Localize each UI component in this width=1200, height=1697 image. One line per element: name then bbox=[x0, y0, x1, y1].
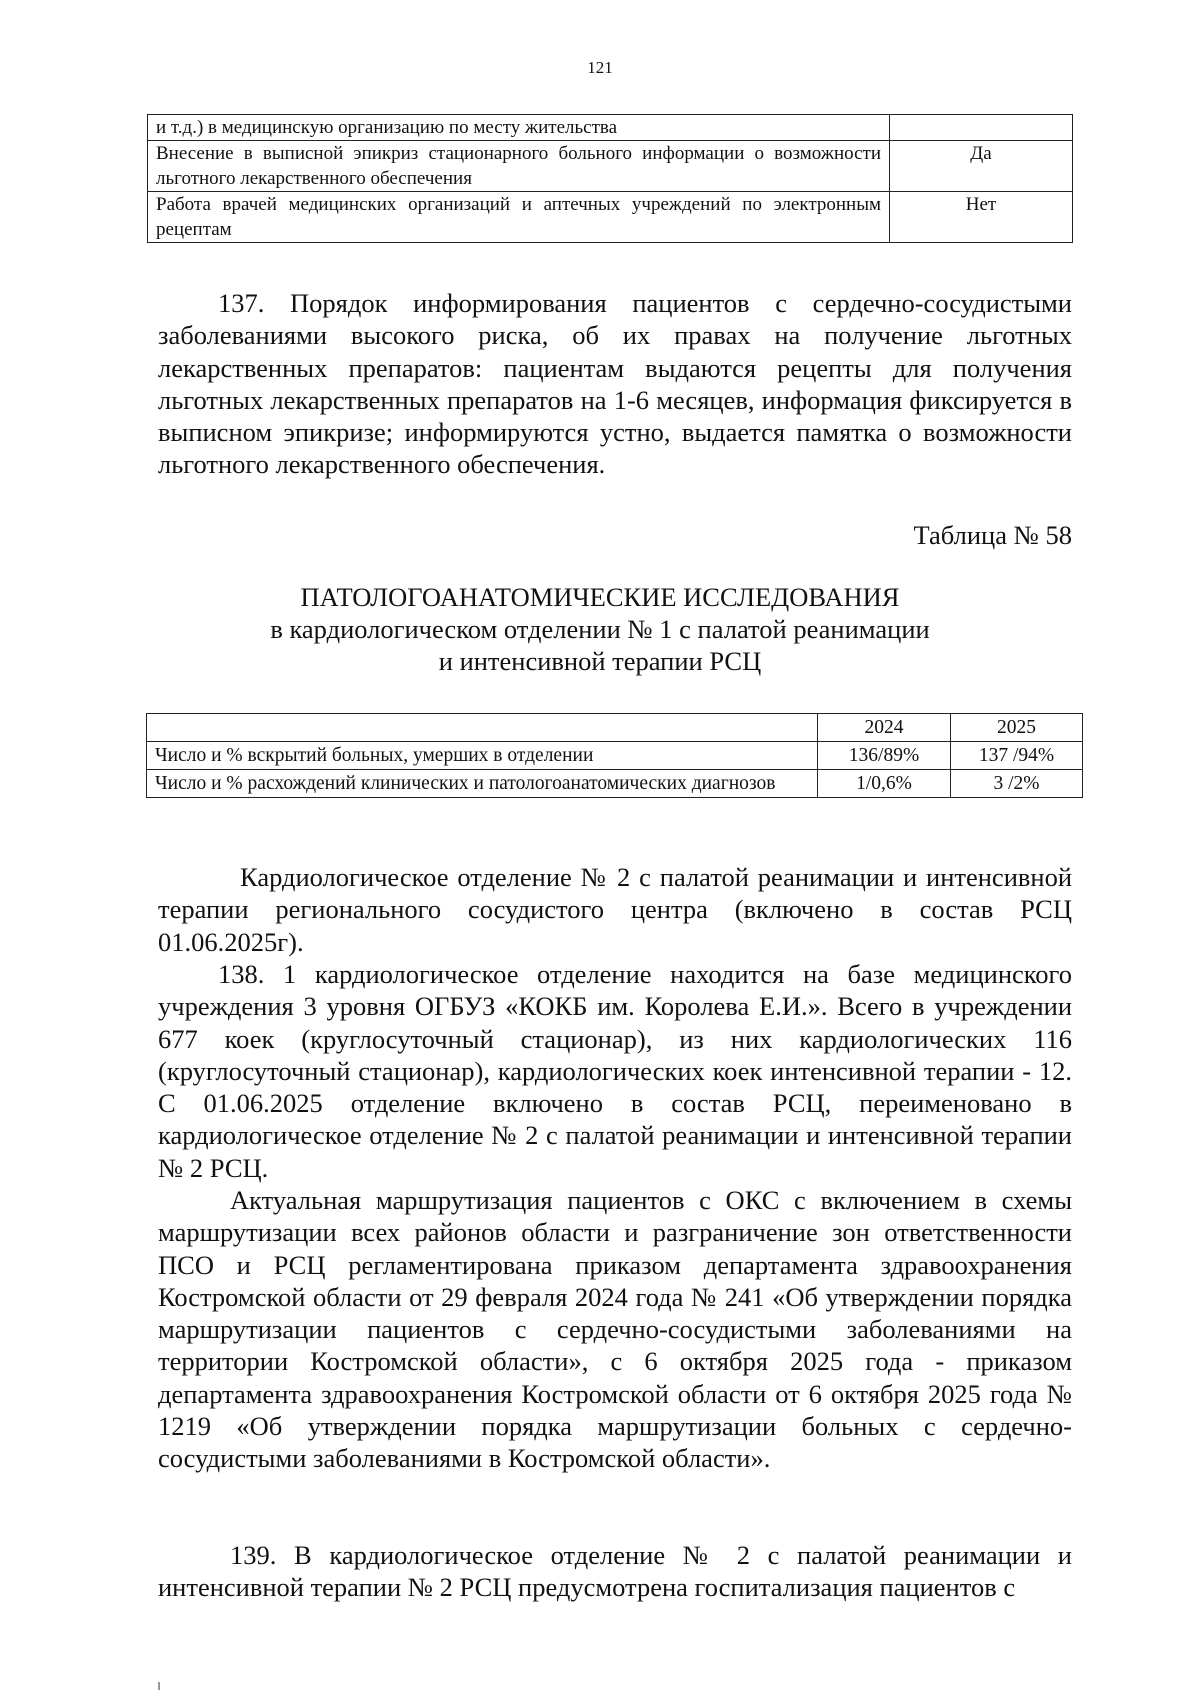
table-cell: 137 /94% bbox=[951, 742, 1083, 770]
table-58-title-line: в кардиологическом отделении № 1 с палатой реанимации bbox=[270, 614, 930, 644]
table-row bbox=[148, 141, 1073, 192]
table-cell: 136/89% bbox=[818, 742, 951, 770]
table-cell: 1/0,6% bbox=[818, 770, 951, 798]
table-row bbox=[148, 192, 1073, 243]
table-cell: Число и % расхождений клинических и патологоанатомических диагнозов bbox=[147, 770, 818, 798]
table-cell: Число и % вскрытий больных, умерших в отделении bbox=[147, 742, 818, 770]
paragraph-138 bbox=[158, 958, 1072, 1184]
table-58-caption: Таблица № 58 bbox=[913, 520, 1072, 550]
table-cell: и т.д.) в медицинскую организацию по месту жительства bbox=[148, 115, 890, 141]
table-header-cell: 2025 bbox=[951, 714, 1083, 742]
page-number: 121 bbox=[587, 58, 613, 77]
table-header-row bbox=[147, 714, 1083, 742]
paragraph-139 bbox=[158, 1539, 1072, 1604]
paragraph-routing bbox=[158, 1184, 1072, 1475]
table-58-title bbox=[0, 581, 1200, 677]
table-58-title-line: ПАТОЛОГОАНАТОМИЧЕСКИЕ ИССЛЕДОВАНИЯ bbox=[300, 582, 900, 612]
table-58 bbox=[146, 713, 1083, 798]
paragraph-routing-text: Актуальная маршрутизация пациентов с ОКС с включением в схемы маршрутизации всех районов области и разграничение зон ответственности ПСО и РСЦ регламентирована приказом департамента здравоохранения Костромской области от 29 февраля 2024 года № 241 «Об утверждении порядка маршрутизации пациентов с сердечно-сосудистыми заболеваниями на территории Костромской области», с 6 октября 2025 года - приказом департамента здравоохранения Костромской области от 6 октября 2025 года № 1219 «Об утверждении порядка маршрутизации больных с сердечно-сосудистыми заболеваниями в Костромской области». bbox=[158, 1185, 1072, 1474]
paragraph-138-text: 138. 1 кардиологическое отделение находится на базе медицинского учреждения 3 уровня ОГБУЗ «КОКБ им. Королева Е.И.». Всего в учреждении 677 коек (круглосуточный стационар), из них кардиологических 116 (круглосуточный стационар), кардиологических коек интенсивной терапии - 12. С 01.06.2025 отделение включено в состав РСЦ, переименовано в кардиологическое отделение № 2 с палатой реанимации и интенсивной терапии № 2 РСЦ. bbox=[158, 959, 1072, 1183]
paragraph-139-text: 139. В кардиологическое отделение № 2 с палатой реанимации и интенсивной терапии № 2 РСЦ предусмотрена госпитализация пациентов с bbox=[158, 1540, 1072, 1603]
paragraph-department-2-text: Кардиологическое отделение № 2 с палатой реанимации и интенсивной терапии регионального сосудистого центра (включено в состав РСЦ 01.06.2025г). bbox=[158, 862, 1072, 957]
table-cell: Нет bbox=[890, 192, 1073, 243]
table-header-cell: 2024 bbox=[818, 714, 951, 742]
table-cell: Работа врачей медицинских организаций и аптечных учреждений по электронным рецептам bbox=[148, 192, 890, 243]
table-row bbox=[147, 770, 1083, 798]
scan-mark bbox=[158, 1682, 160, 1690]
benefits-table bbox=[147, 114, 1073, 243]
table-cell: Внесение в выписной эпикриз стационарного больного информации о возможности льготного лекарственного обеспечения bbox=[148, 141, 890, 192]
table-cell: Да bbox=[890, 141, 1073, 192]
table-header-cell bbox=[147, 714, 818, 742]
table-58-title-line: и интенсивной терапии РСЦ bbox=[438, 646, 762, 676]
paragraph-137-text: 137. Порядок информирования пациентов с сердечно-сосудистыми заболеваниями высокого риска, об их правах на получение льготных лекарственных препаратов: пациентам выдаются рецепты для получения льготных лекарственных препаратов на 1-6 месяцев, информация фиксируется в выписном эпикризе; информируются устно, выдается памятка о возможности льготного лекарственного обеспечения. bbox=[158, 288, 1072, 480]
table-cell bbox=[890, 115, 1073, 141]
table-row bbox=[148, 115, 1073, 141]
paragraph-department-2 bbox=[158, 861, 1072, 958]
paragraph-137 bbox=[158, 287, 1072, 481]
table-row bbox=[147, 742, 1083, 770]
table-cell: 3 /2% bbox=[951, 770, 1083, 798]
